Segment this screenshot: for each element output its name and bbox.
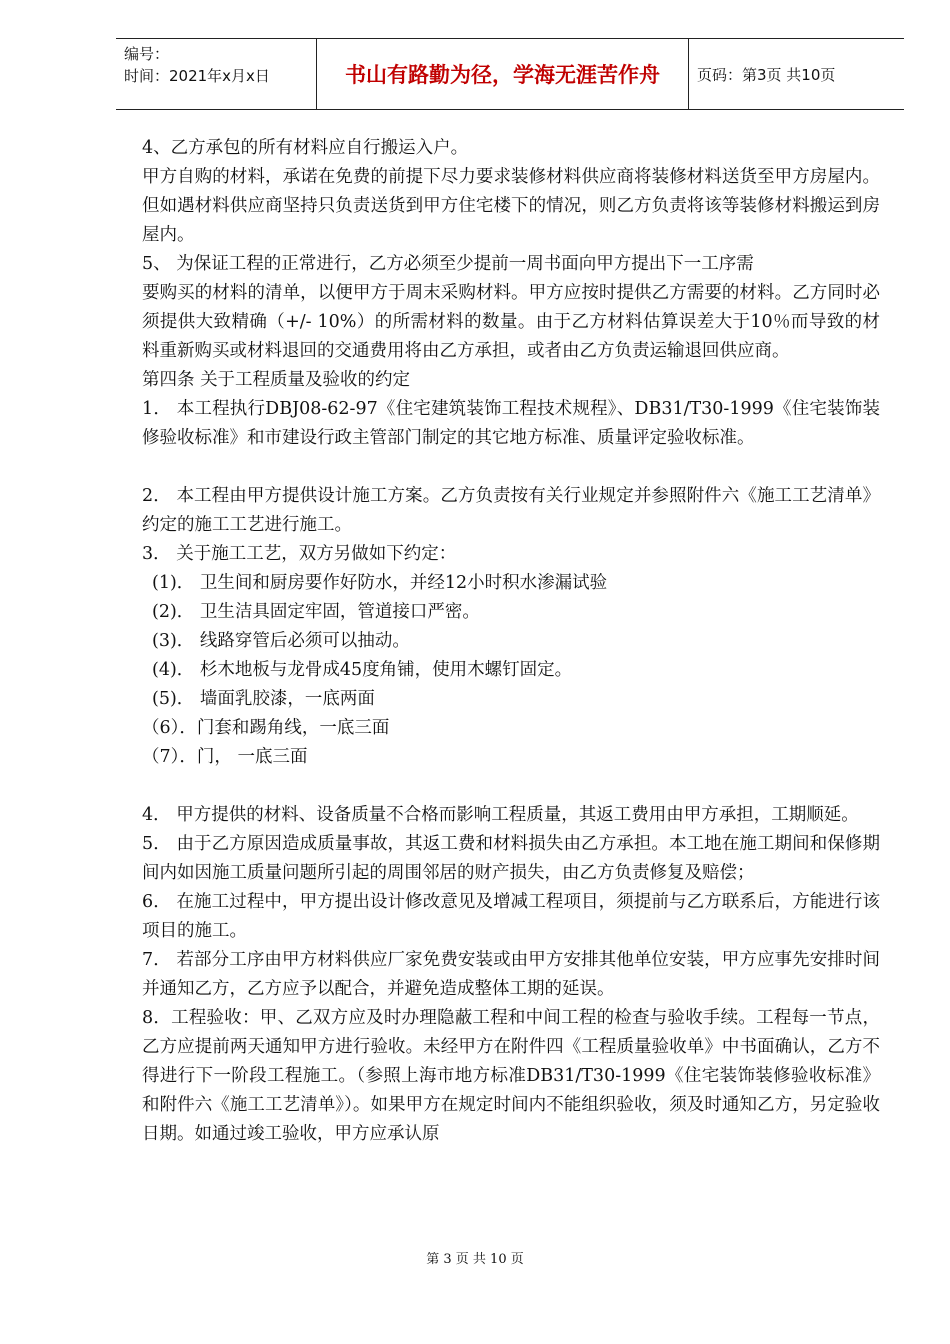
paragraph: 5、 为保证工程的正常进行，乙方必须至少提前一周书面向甲方提出下一工序需 (142, 254, 754, 274)
paragraph: 6． 在施工过程中，甲方提出设计修改意见及增减工程项目，须提前与乙方联系后，方能进行该项目的施工。 (142, 892, 880, 941)
paragraph: 甲方自购的材料，承诺在免费的前提下尽力要求装修材料供应商将装修材料送货至甲方房屋内。但如遇材料供应商坚持只负责送货到甲方住宅楼下的情况，则乙方负责将该等装修材料搬运到房屋内。 (142, 167, 880, 245)
header-motto: 书山有路勤为径，学海无涯苦作舟 (345, 62, 660, 87)
list-item: (1)． 卫生间和厨房要作好防水，并经12小时积水渗漏试验 (152, 573, 608, 593)
document-body (142, 134, 880, 1149)
blank-line (142, 772, 880, 801)
serial-label: 编号： (124, 45, 170, 63)
paragraph: 4、乙方承包的所有材料应自行搬运入户。 (142, 138, 469, 158)
page-header (116, 38, 904, 110)
paragraph: 7． 若部分工序由甲方材料供应厂家免费安装或由甲方安排其他单位安装，甲方应事先安排时间并通知乙方，乙方应予以配合，并避免造成整体工期的延误。 (142, 950, 880, 999)
list-item: （6）．门套和踢角线，一底三面 (142, 718, 390, 738)
list-item: (5)． 墙面乳胶漆，一底两面 (152, 689, 375, 709)
paragraph: 2． 本工程由甲方提供设计施工方案。乙方负责按有关行业规定并参照附件六《施工工艺清单》约定的施工工艺进行施工。 (142, 486, 880, 535)
paragraph: 1． 本工程执行DBJ08-62-97《住宅建筑装饰工程技术规程》、DB31/T30-1999《住宅装饰装修验收标准》和市建设行政主管部门制定的其它地方标准、质量评定验收标准。 (142, 399, 880, 448)
header-page-cell (689, 39, 904, 109)
paragraph: 要购买的材料的清单，以便甲方于周末采购材料。甲方应按时提供乙方需要的材料。乙方同时必须提供大致精确（+/- 10%）的所需材料的数量。由于乙方材料估算误差大于10％而导致的材料重新购买或材料退回的交通费用将由乙方承担，或者由乙方负责运输退回供应商。 (142, 283, 880, 361)
paragraph: 4． 甲方提供的材料、设备质量不合格而影响工程质量，其返工费用由甲方承担，工期顺延。 (142, 805, 859, 825)
header-motto-cell (316, 39, 689, 109)
list-item: (3)． 线路穿管后必须可以抽动。 (152, 631, 410, 651)
blank-line (142, 453, 880, 482)
paragraph: 8．工程验收：甲、乙双方应及时办理隐蔽工程和中间工程的检查与验收手续。工程每一节点，乙方应提前两天通知甲方进行验收。未经甲方在附件四《工程质量验收单》中书面确认，乙方不得进行下一阶段工程施工。（参照上海市地方标准DB31/T30-1999《住宅装饰装修验收标准》和附件六《施工工艺清单》）。如果甲方在规定时间内不能组织验收，须及时通知乙方，另定验收日期。如通过竣工验收，甲方应承认原 (142, 1008, 880, 1144)
paragraph: 5． 由于乙方原因造成质量事故，其返工费和材料损失由乙方承担。本工地在施工期间和保修期间内如因施工质量问题所引起的周围邻居的财产损失，由乙方负责修复及赔偿； (142, 834, 880, 883)
list-item: (4)． 杉木地板与龙骨成45度角铺，使用木螺钉固定。 (152, 660, 573, 680)
paragraph: 3． 关于施工工艺，双方另做如下约定： (142, 544, 457, 564)
list-item: (2)． 卫生洁具固定牢固，管道接口严密。 (152, 602, 480, 622)
header-page-label: 页码：第3页 共10页 (697, 65, 836, 84)
section-heading: 第四条 关于工程质量及验收的约定 (142, 370, 411, 390)
time-label: 时间：2021年x月x日 (124, 67, 270, 85)
list-item: （7）．门， 一底三面 (142, 747, 308, 767)
header-meta (116, 39, 316, 109)
page-footer: 第 3 页 共 10 页 (426, 1252, 524, 1267)
